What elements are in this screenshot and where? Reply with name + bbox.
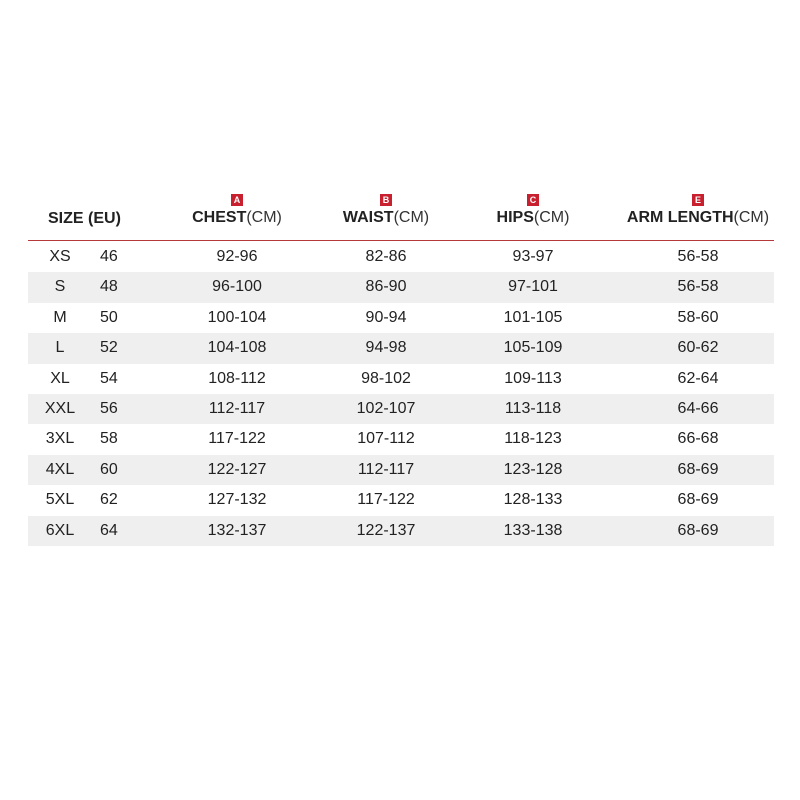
eu-size-value: 58	[100, 430, 118, 448]
table-row: M 50 100-104 90-94 101-105 58-60	[28, 303, 774, 333]
table-row: XS 46 92-96 82-86 93-97 56-58	[28, 242, 774, 272]
table-row: 6XL 64 132-137 122-137 133-138 68-69	[28, 516, 774, 546]
table-row: 3XL 58 117-122 107-112 118-123 66-68	[28, 424, 774, 454]
column-header-chest: CHEST(CM)	[192, 209, 282, 226]
eu-size-value: 62	[100, 491, 118, 509]
table-row: L 52 104-108 94-98 105-109 60-62	[28, 333, 774, 363]
size-chart	[28, 188, 774, 546]
eu-size-value: 56	[100, 399, 118, 417]
eu-size-value: 48	[100, 278, 118, 296]
eu-size-value: 50	[100, 308, 118, 326]
table-row: 4XL 60 122-127 112-117 123-128 68-69	[28, 455, 774, 485]
table-row: XXL 56 112-117 102-107 113-118 64-66	[28, 394, 774, 424]
column-badge-b: B	[380, 194, 392, 206]
eu-size-value: 46	[100, 248, 118, 265]
eu-size-value: 60	[100, 460, 118, 478]
column-header-hips: HIPS(CM)	[496, 209, 570, 226]
eu-size-value: 54	[100, 369, 118, 387]
size-chart-header	[28, 188, 774, 241]
table-row: S 48 96-100 86-90 97-101 56-58	[28, 272, 774, 302]
column-badge-a: A	[231, 194, 243, 206]
table-row: 5XL 62 127-132 117-122 128-133 68-69	[28, 485, 774, 515]
eu-size-value: 64	[100, 521, 118, 539]
table-row: XL 54 108-112 98-102 109-113 62-64	[28, 364, 774, 394]
size-chart-rows	[28, 242, 774, 546]
column-header-arm-length: ARM LENGTH(CM)	[626, 209, 770, 226]
column-badge-c: C	[527, 194, 539, 206]
eu-size-value: 52	[100, 339, 118, 357]
size-eu-header: SIZE (EU)	[48, 210, 121, 227]
column-header-waist: WAIST(CM)	[342, 209, 430, 226]
column-badge-e: E	[692, 194, 704, 206]
